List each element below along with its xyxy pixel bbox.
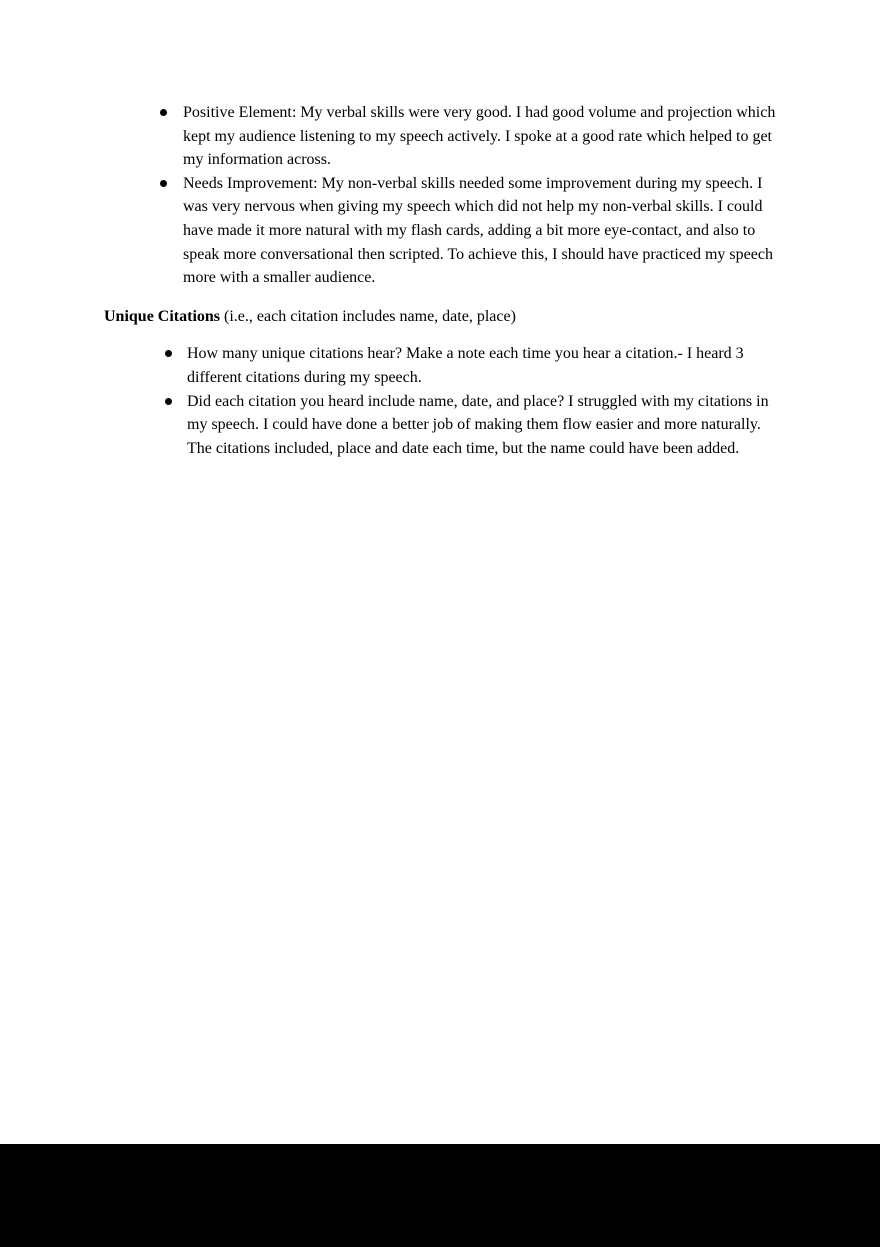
speech-feedback-list	[0, 101, 880, 290]
section-heading-title: Unique Citations	[104, 307, 221, 325]
section-heading	[0, 305, 880, 329]
list-item-text: Needs Improvement: My non-verbal skills needed some improvement during my speech. I was very nervous when giving my speech which did not help my non-verbal skills. I could have made it more natural with my flash cards, adding a bit more eye-contact, and also to speak more conversational then scripted. To achieve this, I should have practiced my speech more with a smaller audience.	[183, 174, 773, 287]
list-item-text: Did each citation you heard include name, date, and place? I struggled with my citations in my speech. I could have done a better job of making them flow easier and more naturally. The citations included, place and date each time, but the name could have been added.	[187, 392, 769, 457]
list-item	[0, 101, 880, 172]
bullet-icon	[160, 180, 167, 187]
document-content	[0, 0, 880, 460]
list-item	[0, 172, 880, 290]
section-heading-description: (i.e., each citation includes name, date, place)	[220, 307, 516, 325]
bullet-icon	[165, 350, 172, 357]
bullet-icon	[160, 109, 167, 116]
unique-citations-list	[0, 342, 880, 460]
bottom-black-bar	[0, 1144, 880, 1247]
list-item	[0, 390, 880, 461]
list-item-text: Positive Element: My verbal skills were very good. I had good volume and projection which kept my audience listening to my speech actively. I spoke at a good rate which helped to get my information across.	[183, 104, 776, 169]
bullet-icon	[165, 398, 172, 405]
list-item	[0, 342, 880, 389]
list-item-text: How many unique citations hear? Make a note each time you hear a citation.- I heard 3 different citations during my speech.	[187, 345, 744, 386]
